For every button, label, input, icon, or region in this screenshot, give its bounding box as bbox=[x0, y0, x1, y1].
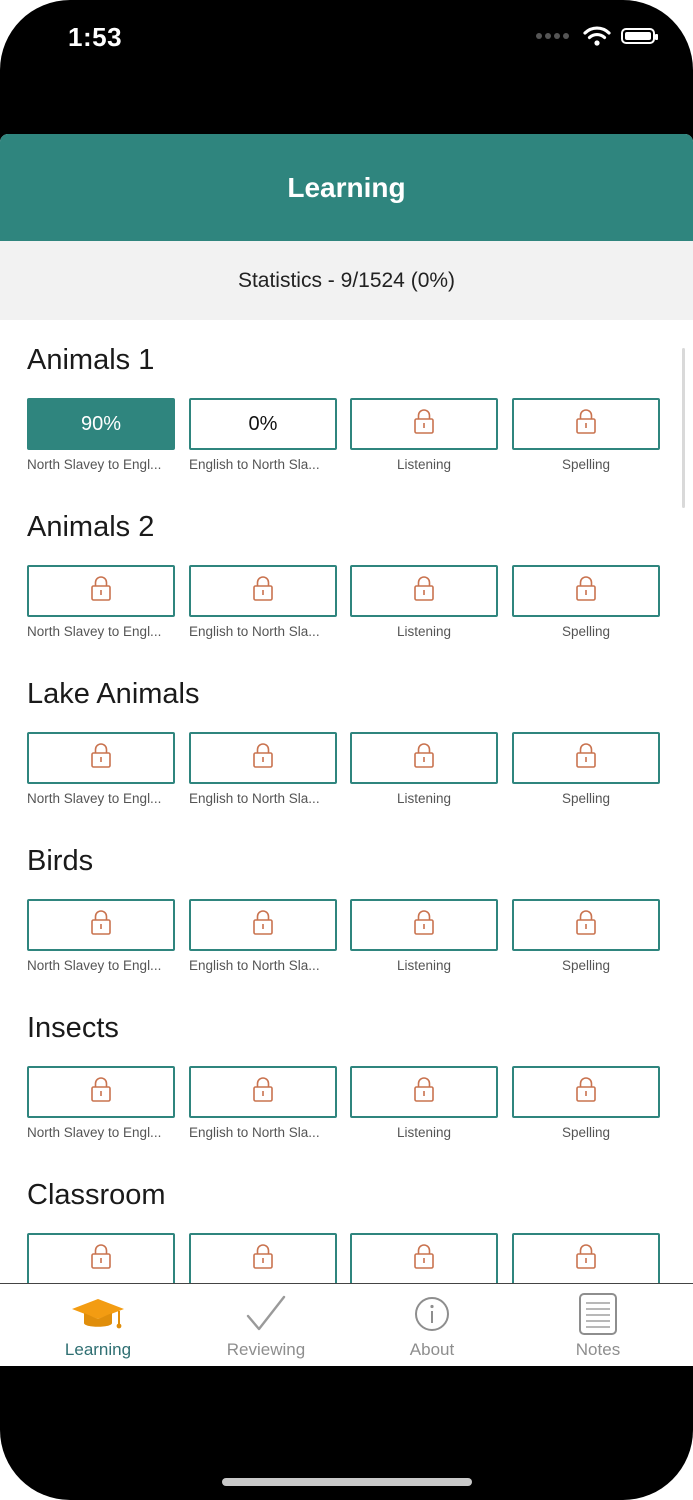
nav-bar bbox=[0, 134, 693, 241]
exercise-label: Listening bbox=[396, 624, 452, 639]
exercise-label: English to North Sla... bbox=[189, 958, 320, 973]
notch bbox=[172, 0, 522, 52]
exercise-tile[interactable] bbox=[512, 1066, 660, 1140]
lock-icon bbox=[575, 408, 597, 440]
exercise-tile[interactable] bbox=[189, 1233, 337, 1284]
checkmark-icon bbox=[196, 1292, 336, 1336]
exercise-tile[interactable] bbox=[189, 899, 337, 973]
lesson-section bbox=[27, 1175, 667, 1215]
exercise-label: Spelling bbox=[561, 624, 611, 639]
locked-exercise-button[interactable] bbox=[189, 1233, 337, 1284]
locked-exercise-button[interactable] bbox=[27, 899, 175, 951]
lesson-section bbox=[27, 674, 667, 806]
lesson-section bbox=[27, 340, 667, 472]
exercise-label: English to North Sla... bbox=[189, 457, 320, 472]
cellular-signal-icon bbox=[536, 33, 569, 39]
exercise-tile[interactable] bbox=[27, 565, 175, 639]
info-icon bbox=[362, 1292, 502, 1336]
lock-icon bbox=[413, 575, 435, 607]
locked-exercise-button[interactable] bbox=[512, 398, 660, 450]
exercise-label: Listening bbox=[396, 791, 452, 806]
lesson-section bbox=[27, 1008, 667, 1140]
status-time: 1:53 bbox=[68, 22, 123, 52]
lock-icon bbox=[90, 742, 112, 774]
lock-icon bbox=[575, 1076, 597, 1108]
lock-icon bbox=[575, 909, 597, 941]
exercise-tile[interactable] bbox=[512, 899, 660, 973]
exercise-label: English to North Sla... bbox=[189, 1125, 320, 1140]
exercise-label: Spelling bbox=[561, 958, 611, 973]
progress-value: 90% bbox=[80, 412, 122, 435]
lock-icon bbox=[252, 575, 274, 607]
exercise-tile[interactable] bbox=[350, 899, 498, 973]
progress-value: 0% bbox=[248, 412, 278, 435]
exercise-label: English to North Sla... bbox=[189, 791, 320, 806]
locked-exercise-button[interactable] bbox=[350, 899, 498, 951]
locked-exercise-button[interactable] bbox=[350, 565, 498, 617]
exercise-label: Listening bbox=[396, 457, 452, 472]
tab-label: Learning bbox=[64, 1340, 132, 1359]
locked-exercise-button[interactable] bbox=[189, 565, 337, 617]
exercise-tile[interactable] bbox=[27, 1066, 175, 1140]
tab-learning[interactable] bbox=[28, 1292, 168, 1360]
exercise-tile[interactable] bbox=[350, 565, 498, 639]
exercise-button[interactable] bbox=[189, 398, 337, 450]
exercise-label: Listening bbox=[396, 958, 452, 973]
locked-exercise-button[interactable] bbox=[189, 899, 337, 951]
tab-label: Notes bbox=[575, 1340, 621, 1359]
locked-exercise-button[interactable] bbox=[350, 398, 498, 450]
scroll-indicator bbox=[682, 348, 685, 508]
statistics-text: Statistics - 9/1524 (0%) bbox=[237, 268, 456, 292]
lock-icon bbox=[90, 1243, 112, 1275]
lock-icon bbox=[252, 1243, 274, 1275]
lock-icon bbox=[90, 575, 112, 607]
lesson-section bbox=[27, 841, 667, 973]
exercise-label: North Slavey to Engl... bbox=[27, 1125, 162, 1140]
exercise-tile[interactable] bbox=[350, 1066, 498, 1140]
lock-icon bbox=[413, 742, 435, 774]
locked-exercise-button[interactable] bbox=[512, 732, 660, 784]
lesson-section bbox=[27, 507, 667, 639]
exercise-tile[interactable] bbox=[189, 398, 337, 472]
app-screen bbox=[0, 134, 693, 1366]
home-indicator bbox=[222, 1478, 472, 1486]
exercise-label: English to North Sla... bbox=[189, 624, 320, 639]
lock-icon bbox=[252, 909, 274, 941]
lock-icon bbox=[575, 1243, 597, 1275]
exercise-tile[interactable] bbox=[27, 732, 175, 806]
lock-icon bbox=[575, 742, 597, 774]
locked-exercise-button[interactable] bbox=[350, 732, 498, 784]
locked-exercise-button[interactable] bbox=[512, 899, 660, 951]
exercise-tile[interactable] bbox=[27, 398, 175, 472]
exercise-tile[interactable] bbox=[189, 732, 337, 806]
tab-about[interactable] bbox=[362, 1292, 502, 1360]
lock-icon bbox=[575, 575, 597, 607]
lock-icon bbox=[413, 909, 435, 941]
tab-reviewing[interactable] bbox=[196, 1292, 336, 1360]
lock-icon bbox=[252, 742, 274, 774]
wifi-icon bbox=[583, 26, 611, 46]
locked-exercise-button[interactable] bbox=[512, 1233, 660, 1284]
exercise-tile[interactable] bbox=[189, 565, 337, 639]
exercise-tile[interactable] bbox=[27, 899, 175, 973]
exercise-tile[interactable] bbox=[350, 1233, 498, 1284]
lock-icon bbox=[252, 1076, 274, 1108]
exercise-button[interactable] bbox=[27, 398, 175, 450]
exercise-tile[interactable] bbox=[512, 398, 660, 472]
exercise-tile[interactable] bbox=[350, 732, 498, 806]
locked-exercise-button[interactable] bbox=[27, 1066, 175, 1118]
exercise-tile[interactable] bbox=[512, 1233, 660, 1284]
locked-exercise-button[interactable] bbox=[350, 1066, 498, 1118]
graduation-cap-icon bbox=[28, 1292, 168, 1336]
tab-notes[interactable] bbox=[528, 1292, 668, 1360]
section-title: Birds bbox=[27, 845, 94, 877]
exercise-label: North Slavey to Engl... bbox=[27, 624, 162, 639]
locked-exercise-button[interactable] bbox=[512, 565, 660, 617]
tab-bar bbox=[0, 1283, 693, 1366]
locked-exercise-button[interactable] bbox=[27, 732, 175, 784]
section-title: Insects bbox=[27, 1012, 119, 1044]
exercise-tile[interactable] bbox=[512, 732, 660, 806]
lock-icon bbox=[90, 1076, 112, 1108]
notes-icon bbox=[528, 1292, 668, 1336]
tab-label: About bbox=[409, 1340, 455, 1359]
section-title: Lake Animals bbox=[27, 678, 200, 710]
lock-icon bbox=[413, 1076, 435, 1108]
exercise-tile[interactable] bbox=[27, 1233, 175, 1284]
exercise-label: Spelling bbox=[561, 791, 611, 806]
battery-icon bbox=[621, 28, 655, 44]
exercise-tile[interactable] bbox=[350, 398, 498, 472]
lesson-list[interactable] bbox=[0, 320, 693, 1284]
lock-icon bbox=[90, 909, 112, 941]
exercise-label: North Slavey to Engl... bbox=[27, 958, 162, 973]
locked-exercise-button[interactable] bbox=[27, 1233, 175, 1284]
page-title: Learning bbox=[287, 171, 406, 203]
exercise-tile[interactable] bbox=[189, 1066, 337, 1140]
tab-label: Reviewing bbox=[226, 1340, 306, 1359]
exercise-label: Spelling bbox=[561, 457, 611, 472]
locked-exercise-button[interactable] bbox=[27, 565, 175, 617]
exercise-label: Spelling bbox=[561, 1125, 611, 1140]
locked-exercise-button[interactable] bbox=[189, 1066, 337, 1118]
lock-icon bbox=[413, 1243, 435, 1275]
status-icons bbox=[536, 26, 655, 46]
locked-exercise-button[interactable] bbox=[189, 732, 337, 784]
statistics-bar bbox=[0, 241, 693, 320]
locked-exercise-button[interactable] bbox=[350, 1233, 498, 1284]
exercise-tile[interactable] bbox=[512, 565, 660, 639]
exercise-label: North Slavey to Engl... bbox=[27, 791, 162, 806]
section-title: Classroom bbox=[27, 1179, 166, 1211]
exercise-label: Listening bbox=[396, 1125, 452, 1140]
section-title: Animals 1 bbox=[27, 344, 155, 376]
exercise-label: North Slavey to Engl... bbox=[27, 457, 162, 472]
section-title: Animals 2 bbox=[27, 511, 155, 543]
lock-icon bbox=[413, 408, 435, 440]
locked-exercise-button[interactable] bbox=[512, 1066, 660, 1118]
